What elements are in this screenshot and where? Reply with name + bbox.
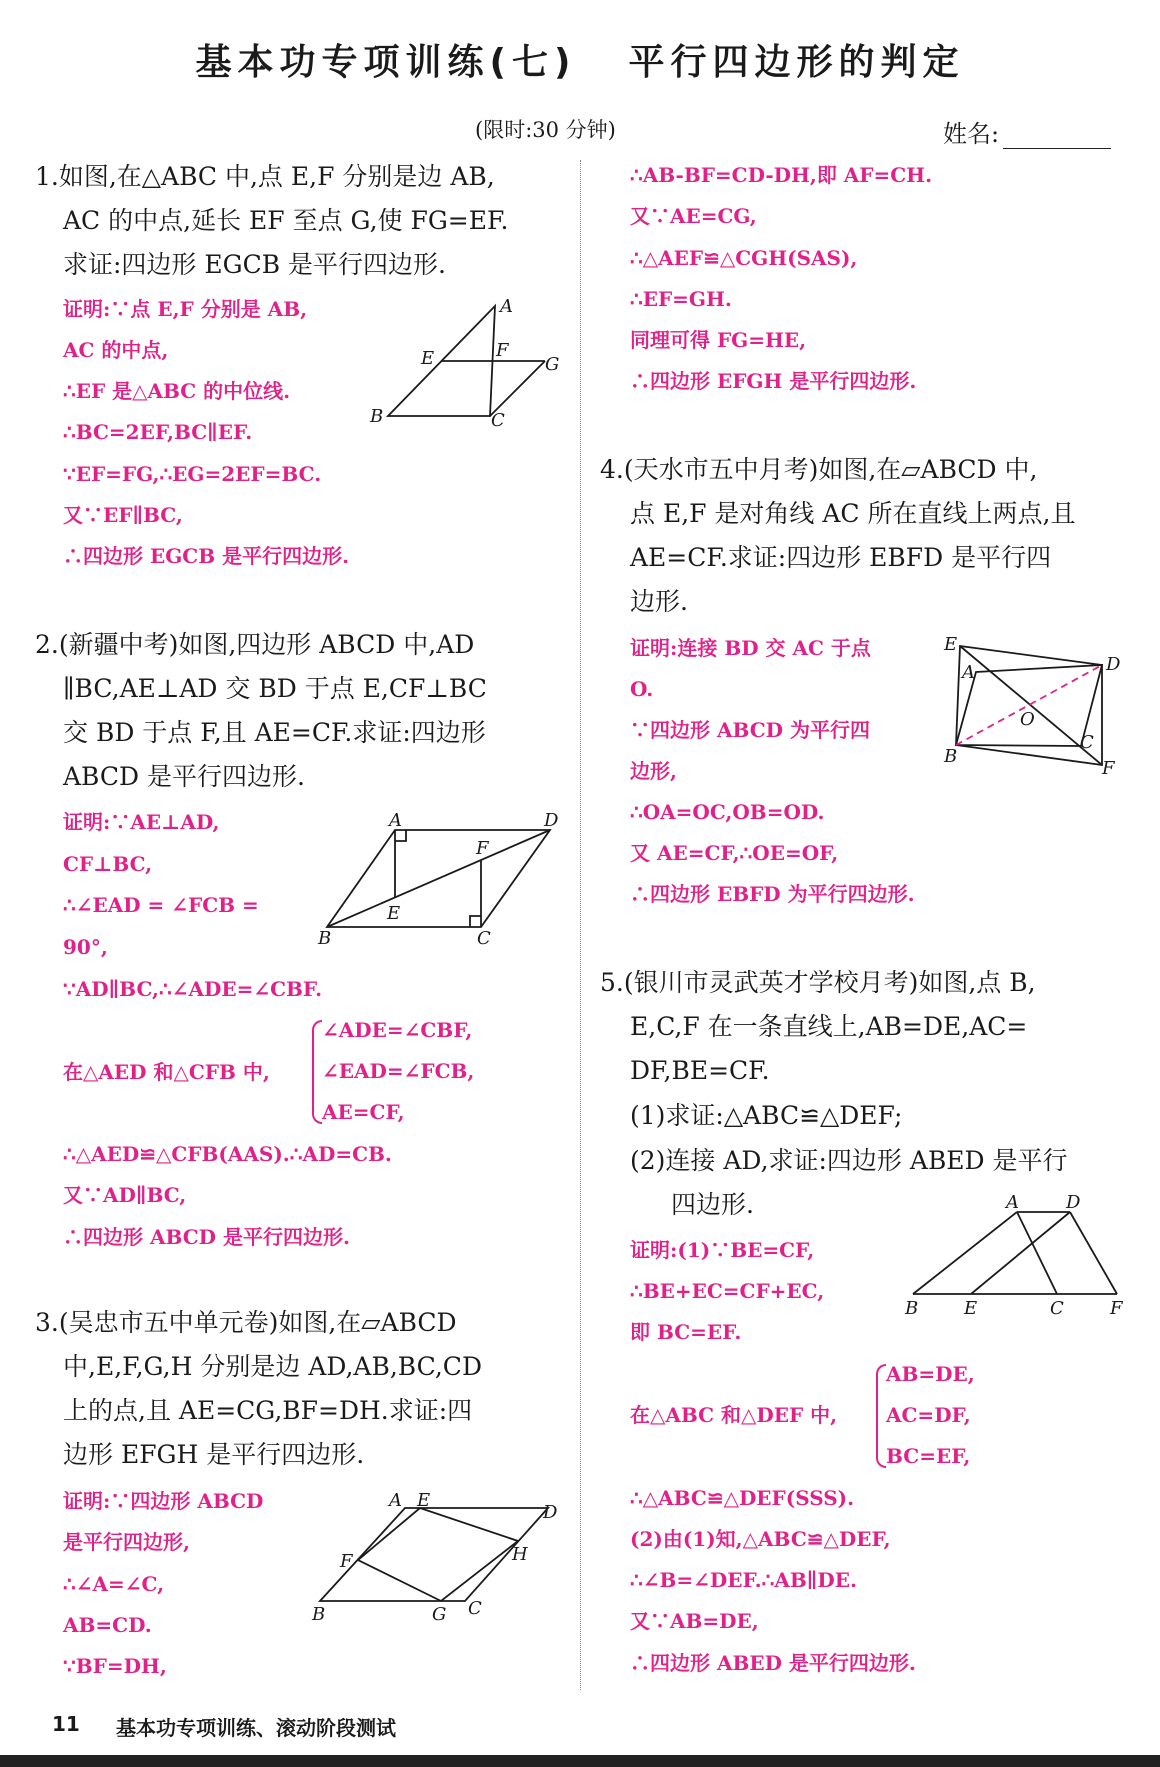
p4-proof-line: 证明:连接 BD 交 AC 于点 [630,636,871,660]
p2-label-e: E [387,903,401,924]
p4-label-d: D [1106,654,1121,675]
p3-label-e: E [417,1490,431,1511]
p2-proof-line: CF⊥BC, [63,852,153,876]
p3-proof-line: 证明:∵四边形 ABCD [63,1489,264,1513]
p3-label-h: H [512,1544,528,1565]
p2-question-line: ABCD 是平行四边形. [63,762,305,791]
p1-label-e: E [421,348,435,369]
p5-proof-line: ∴BE+EC=CF+EC, [630,1279,825,1303]
p5-proof-line: 即 BC=EF. [630,1320,742,1344]
p2-label-a: A [389,810,402,831]
p3-label-c: C [468,1598,482,1619]
p1-proof-line: ∴EF 是△ABC 的中位线. [63,379,291,403]
p5-proof-line: ∴∠B=∠DEF.∴AB∥DE. [630,1568,857,1592]
p4-proof-line: ∴四边形 EBFD 为平行四边形. [630,882,915,906]
footer-text: 基本功专项训练、滚动阶段测试 [116,1716,396,1740]
title-left: 基本功专项训练(七) [195,42,577,83]
p5-proof-line: (2)由(1)知,△ABC≌△DEF, [630,1527,891,1551]
p3-proof-line: ∴△AEF≌△CGH(SAS), [630,246,858,270]
p5-label-c: C [1050,1298,1064,1319]
p3-proof-line: 又∵AE=CG, [630,204,757,228]
p3-proof-line: AB=CD. [63,1613,152,1637]
p5-question-line: 5.(银川市灵武英才学校月考)如图,点 B, [600,968,1036,997]
p2-question-line: 2.(新疆中考)如图,四边形 ABCD 中,AD [35,630,475,659]
p4-label-e: E [944,634,958,655]
p1-question-line: 求证:四边形 EGCB 是平行四边形. [63,250,446,279]
p3-question-line: 中,E,F,G,H 分别是边 AD,AB,BC,CD [63,1352,482,1381]
p2-system-line: AE=CF, [322,1100,405,1124]
p2-proof-line: 证明:∵AE⊥AD, [63,810,220,834]
p5-label-d: D [1066,1192,1081,1213]
p4-question-line: 点 E,F 是对角线 AC 所在直线上两点,且 [630,499,1076,528]
p5-system-line: AB=DE, [886,1362,975,1386]
p2-question-line: 交 BD 于点 F,且 AE=CF.求证:四边形 [63,718,486,747]
p5-question-line: DF,BE=CF. [630,1056,770,1085]
p4-proof-line: ∴OA=OC,OB=OD. [630,800,825,824]
p1-proof-line: ∴BC=2EF,BC∥EF. [63,420,253,444]
p1-question-line: 1.如图,在△ABC 中,点 E,F 分别是边 AB, [35,162,495,191]
p3-question-line: 边形 EFGH 是平行四边形. [63,1440,365,1469]
p4-label-f: F [1102,758,1115,779]
p2-label-b: B [318,928,332,949]
p2-proof-line: ∴四边形 ABCD 是平行四边形. [63,1225,350,1249]
p1-label-g: G [545,354,560,375]
p1-proof-line: 证明:∵点 E,F 分别是 AB, [63,297,308,321]
p5-question-line: (2)连接 AD,求证:四边形 ABED 是平行 [630,1146,1068,1175]
p4-question-line: 4.(天水市五中月考)如图,在▱ABCD 中, [600,455,1038,484]
p1-proof-line: ∵EF=FG,∴EG=2EF=BC. [63,462,322,486]
p4-proof-line: 边形, [630,759,677,783]
p1-question-line: AC 的中点,延长 EF 至点 G,使 FG=EF. [63,206,509,235]
p3-label-f: F [340,1551,353,1572]
p1-label-b: B [370,406,384,427]
p4-label-o: O [1020,709,1035,730]
p1-proof-line: 又∵EF∥BC, [63,503,183,527]
p2-system-line: ∠ADE=∠CBF, [322,1018,473,1042]
p5-proof-line: 又∵AB=DE, [630,1609,759,1633]
p3-proof-line: ∵BF=DH, [63,1654,167,1678]
p4-question-line: AE=CF.求证:四边形 EBFD 是平行四 [630,543,1052,572]
p3-proof-line: ∴四边形 EFGH 是平行四边形. [630,369,917,393]
p4-question-line: 边形. [630,587,688,616]
p5-proof-line: ∴四边形 ABED 是平行四边形. [630,1651,916,1675]
p3-proof-line: ∴EF=GH. [630,287,732,311]
p4-proof-line: O. [630,677,654,701]
p5-system-line: AC=DF, [886,1403,971,1427]
p5-proof-line: ∴△ABC≌△DEF(SSS). [630,1486,855,1510]
p3-question-line: 上的点,且 AE=CG,BF=DH.求证:四 [63,1396,473,1425]
p5-system-prefix: 在△ABC 和△DEF 中, [630,1403,838,1427]
p2-label-d: D [544,810,559,831]
p4-proof-line: ∵四边形 ABCD 为平行四 [630,718,870,742]
p5-label-e: E [964,1298,978,1319]
p3-question-line: 3.(吴忠市五中单元卷)如图,在▱ABCD [35,1308,457,1337]
p5-proof-line: 证明:(1)∵BE=CF, [630,1238,815,1262]
p2-proof-line: ∴∠EAD = ∠FCB = [63,893,259,917]
p1-label-c: C [491,410,505,431]
p5-question-line: 四边形. [671,1190,754,1219]
p3-label-g: G [432,1604,447,1625]
p5-label-b: B [905,1298,919,1319]
p3-proof-line: ∴∠A=∠C, [63,1572,165,1596]
p1-label-a: A [500,296,513,317]
p3-label-b: B [312,1604,326,1625]
p5-label-f: F [1110,1298,1123,1319]
p5-label-a: A [1006,1192,1019,1213]
p3-label-d: D [543,1502,558,1523]
p2-proof-line: ∵AD∥BC,∴∠ADE=∠CBF. [63,977,323,1001]
title-right: 平行四边形的判定 [628,42,965,83]
p4-label-b: B [944,746,958,767]
bottom-bar [0,1755,1160,1767]
name-label: 姓名: [943,120,1000,148]
p4-label-c: C [1080,732,1094,753]
p2-question-line: ∥BC,AE⊥AD 交 BD 于点 E,CF⊥BC [63,674,487,703]
p3-label-a: A [389,1490,402,1511]
p2-system-prefix: 在△AED 和△CFB 中, [63,1060,270,1084]
page-number: 11 [52,1712,80,1736]
p3-proof-line: 同理可得 FG=HE, [630,328,807,352]
p1-proof-line: AC 的中点, [63,338,169,362]
p4-label-a: A [962,662,975,683]
time-limit: (限时:30 分钟) [475,118,616,142]
p2-proof-line: 又∵AD∥BC, [63,1183,187,1207]
p2-system-line: ∠EAD=∠FCB, [322,1059,475,1083]
p2-label-c: C [477,928,491,949]
p1-proof-line: ∴四边形 EGCB 是平行四边形. [63,544,350,568]
p4-proof-line: 又 AE=CF,∴OE=OF, [630,841,839,865]
p3-proof-line: ∴AB-BF=CD-DH,即 AF=CH. [630,163,933,187]
p5-question-line: (1)求证:△ABC≌△DEF; [630,1101,903,1130]
p5-question-line: E,C,F 在一条直线上,AB=DE,AC= [630,1012,1028,1041]
p1-label-f: F [496,340,509,361]
p5-system-line: BC=EF, [886,1444,971,1468]
p2-label-f: F [476,838,489,859]
p2-proof-line: ∴△AED≌△CFB(AAS).∴AD=CB. [63,1142,392,1166]
p3-proof-line: 是平行四边形, [63,1530,190,1554]
p2-proof-line: 90°, [63,935,108,959]
